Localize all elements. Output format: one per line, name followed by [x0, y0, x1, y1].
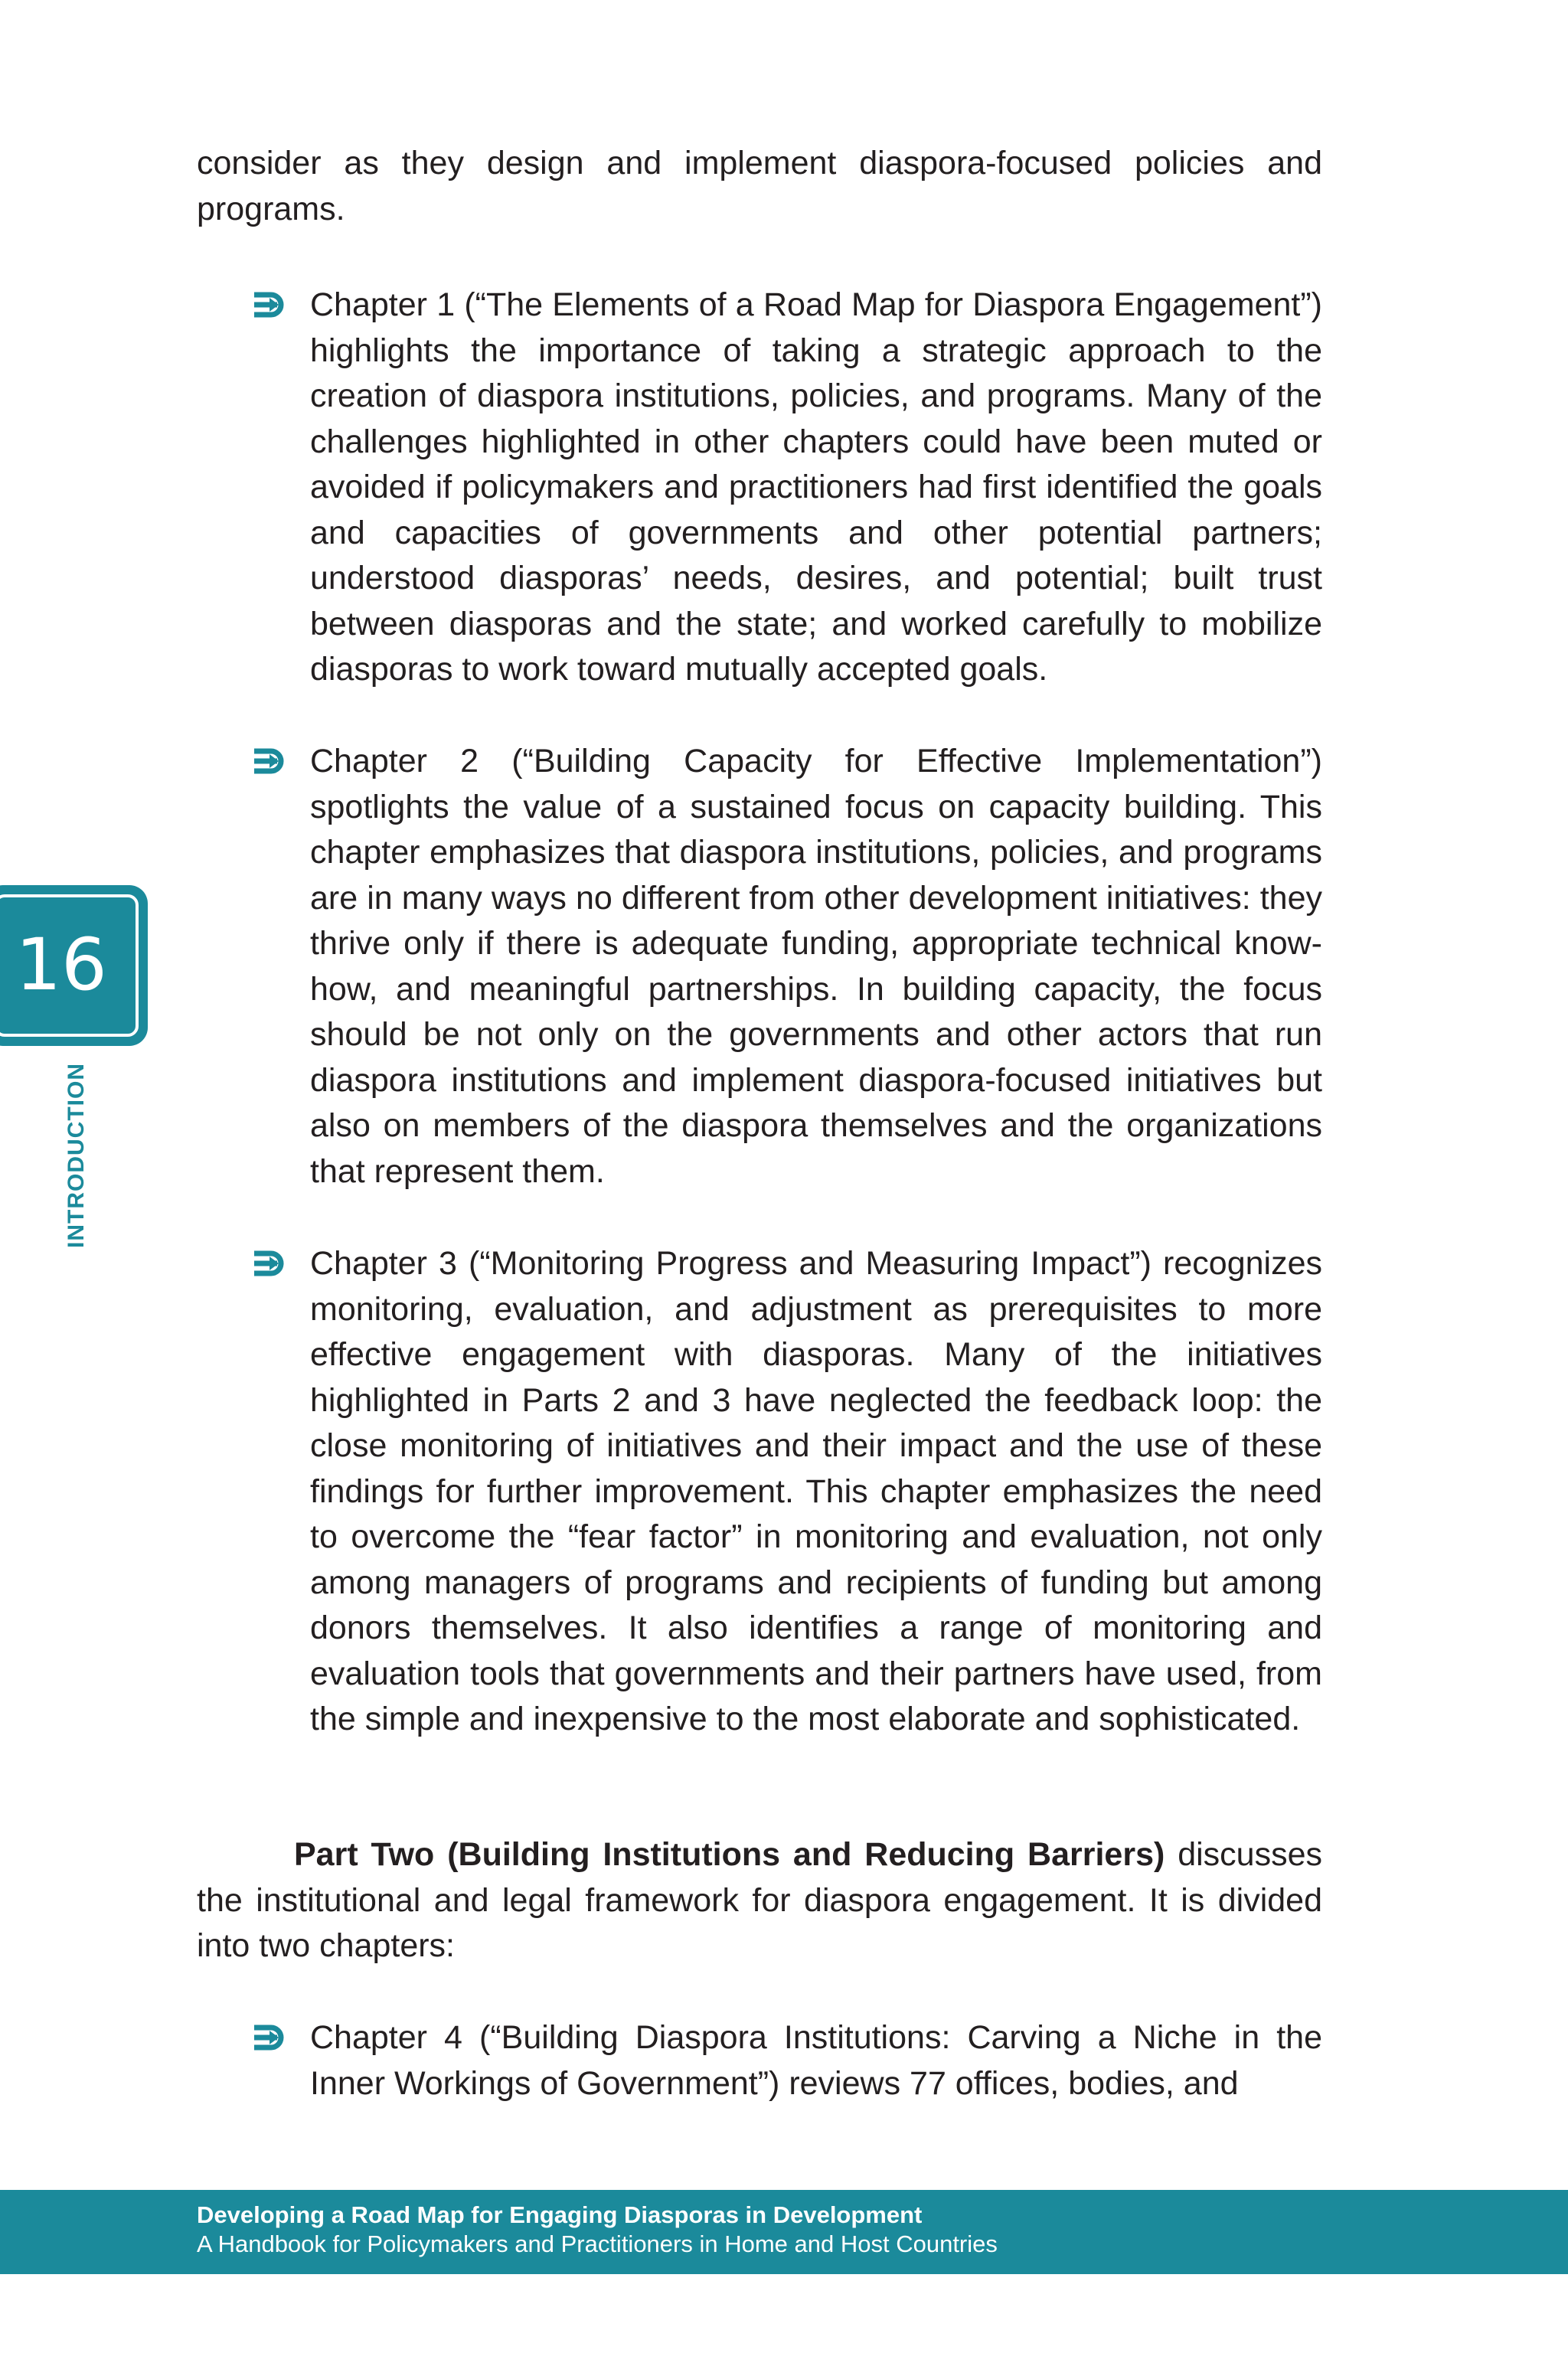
- bullet-text: Chapter 2 (“Building Capacity for Effective Implementation”) spotlights the value of a sustained focus on capacity building. This chapter emphasizes that diaspora institutions, policies, and programs are in many ways no different from other development initiatives: they thrive only if there is adequate funding, appropriate technical know-how, and meaningful partnerships. In building capacity, the focus should be not only on the governments and other actors that run diaspora institutions and implement diaspora-focused initiatives but also on members of the diaspora themselves and the organizations that represent them.: [310, 743, 1322, 1190]
- bullet-text: Chapter 3 (“Monitoring Progress and Measuring Impact”) recognizes monitoring, evaluation, and adjustment as prerequisites to more effective engagement with diasporas. Many of the initiatives highlighted in Parts 2 and 3 have neglected the feedback loop: the close monitoring of initiatives and their impact and the use of these findings for further improvement. This chapter emphasizes the need to overcome the “fear factor” in monitoring and evaluation, not only among managers of programs and recipients of funding but among donors themselves. It also identifies a range of monitoring and evaluation tools that governments and their partners have used, from the simple and inexpensive to the most elaborate and sophisticated.: [310, 1245, 1322, 1737]
- arrow-bullet-icon: [251, 289, 289, 321]
- footer-bar: [0, 2190, 1568, 2274]
- bullet-item-chapter-2: [310, 739, 1322, 1194]
- bullet-text: Chapter 4 (“Building Diaspora Institutions: Carving a Niche in the Inner Workings of Government”) reviews 77 offices, bodies, and: [310, 2019, 1322, 2102]
- page-number: 16: [15, 923, 107, 1007]
- arrow-bullet-icon: [251, 1247, 289, 1279]
- bullet-text: Chapter 1 (“The Elements of a Road Map for Diaspora Engagement”) highlights the importance of taking a strategic approach to the creation of diaspora institutions, policies, and programs. Many of the challenges highlighted in other chapters could have been muted or avoided if policymakers and practitioners had first identified the goals and capacities of governments and other potential partners; understood diasporas’ needs, desires, and potential; built trust between diasporas and the state; and worked carefully to mobilize diasporas to work toward mutually accepted goals.: [310, 286, 1322, 688]
- bullet-item-chapter-1: [310, 283, 1322, 693]
- bullet-item-chapter-4: [310, 2015, 1322, 2106]
- part-two-rest: discusses the institutional and legal framework for diaspora engagement. It is divided into two chapters:: [197, 1836, 1322, 1964]
- section-label: INTRODUCTION: [64, 1063, 89, 1248]
- bullet-item-chapter-3: [310, 1241, 1322, 1743]
- intro-continuation-paragraph: consider as they design and implement diaspora-focused policies and programs.: [197, 145, 1322, 227]
- arrow-bullet-icon: [251, 745, 289, 777]
- footer-title: Developing a Road Map for Engaging Diasporas in Development: [197, 2201, 923, 2228]
- arrow-bullet-icon: [251, 2021, 289, 2054]
- page-number-tab: [0, 885, 148, 1046]
- part-two-bold-lead: Part Two (Building Institutions and Reducing Barriers): [294, 1836, 1165, 1873]
- part-two-paragraph: [197, 1832, 1322, 1969]
- footer-subtitle: A Handbook for Policymakers and Practitioners in Home and Host Countries: [197, 2230, 998, 2257]
